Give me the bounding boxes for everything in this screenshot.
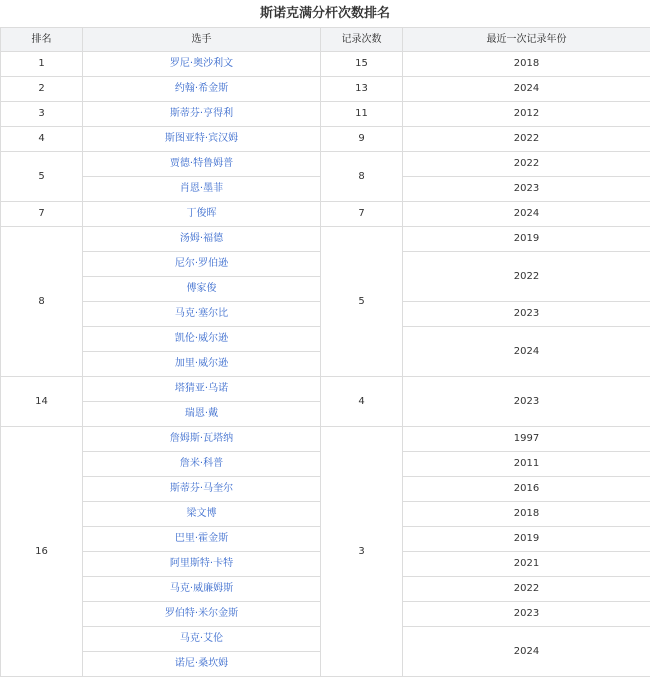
page-title: 斯诺克满分杆次数排名 [259,6,390,21]
year-cell: 2024 [403,202,650,227]
count-cell: 11 [321,102,403,127]
rank-cell: 7 [1,202,83,227]
player-link[interactable]: 加里·威尔逊 [174,358,229,369]
year-cell: 2024 [403,627,650,677]
player-link[interactable]: 肖恩·墨菲 [179,183,224,194]
column-header-latest-year: 最近一次记录年份 [403,28,650,52]
year-cell: 2023 [403,177,650,202]
column-header-rank: 排名 [1,28,83,52]
player-cell [83,127,321,152]
rank-cell: 3 [1,102,83,127]
column-header-player: 选手 [83,28,321,52]
count-cell: 15 [321,52,403,77]
player-cell [83,277,321,302]
player-link[interactable]: 詹姆斯·瓦塔纳 [169,433,234,444]
table-row [1,152,650,177]
player-link[interactable]: 傅家俊 [186,283,217,294]
table-row [1,127,650,152]
table-row [1,77,650,102]
player-cell [83,527,321,552]
year-cell: 2011 [403,452,650,477]
year-cell: 2024 [403,77,650,102]
year-cell: 2018 [403,502,650,527]
player-cell [83,652,321,677]
player-link[interactable]: 贾德·特鲁姆普 [169,158,234,169]
player-cell [83,52,321,77]
count-cell: 8 [321,152,403,202]
rank-cell: 14 [1,377,83,427]
player-link[interactable]: 詹米·科普 [179,458,224,469]
table-row [1,377,650,402]
player-link[interactable]: 诺尼·桑坎姆 [174,658,229,669]
player-cell [83,552,321,577]
player-cell [83,477,321,502]
player-cell [83,577,321,602]
year-cell: 2022 [403,577,650,602]
year-cell: 2019 [403,227,650,252]
table-row [1,102,650,127]
column-header-count: 记录次数 [321,28,403,52]
year-cell: 2012 [403,102,650,127]
player-link[interactable]: 塔猜亚·乌诺 [174,383,229,394]
year-cell: 2021 [403,552,650,577]
count-cell: 7 [321,202,403,227]
player-link[interactable]: 阿里斯特·卡特 [169,558,234,569]
table-row [1,227,650,252]
rank-cell: 1 [1,52,83,77]
player-cell [83,627,321,652]
year-cell: 2022 [403,127,650,152]
player-link[interactable]: 凯伦·威尔逊 [174,333,229,344]
player-link[interactable]: 斯蒂芬·亨得利 [169,108,234,119]
rank-cell: 8 [1,227,83,377]
year-cell: 2023 [403,602,650,627]
year-cell: 1997 [403,427,650,452]
player-cell [83,502,321,527]
year-cell: 2019 [403,527,650,552]
player-link[interactable]: 马克·艾伦 [179,633,224,644]
player-cell [83,452,321,477]
player-link[interactable]: 巴里·霍金斯 [174,533,229,544]
player-cell [83,152,321,177]
year-cell: 2018 [403,52,650,77]
count-cell: 4 [321,377,403,427]
player-link[interactable]: 丁俊晖 [186,208,217,219]
rank-cell: 16 [1,427,83,677]
player-link[interactable]: 马克·威廉姆斯 [169,583,234,594]
rank-cell: 5 [1,152,83,202]
count-cell: 13 [321,77,403,102]
player-cell [83,202,321,227]
year-cell: 2023 [403,377,650,427]
year-cell: 2022 [403,152,650,177]
player-cell [83,402,321,427]
year-cell: 2023 [403,302,650,327]
player-link[interactable]: 斯蒂芬·马奎尔 [169,483,234,494]
count-cell: 5 [321,227,403,377]
player-cell [83,227,321,252]
year-cell: 2016 [403,477,650,502]
player-link[interactable]: 约翰·希金斯 [174,83,229,94]
player-link[interactable]: 梁文博 [186,508,217,519]
rank-cell: 2 [1,77,83,102]
player-link[interactable]: 罗尼·奥沙利文 [169,58,234,69]
player-cell [83,302,321,327]
player-cell [83,177,321,202]
table-row [1,427,650,452]
year-cell: 2024 [403,327,650,377]
player-cell [83,352,321,377]
player-link[interactable]: 斯图亚特·宾汉姆 [164,133,239,144]
player-cell [83,327,321,352]
player-cell [83,102,321,127]
player-cell [83,602,321,627]
player-link[interactable]: 汤姆·福德 [179,233,224,244]
table-header-row [1,28,650,52]
rank-cell: 4 [1,127,83,152]
player-link[interactable]: 马克·塞尔比 [174,308,229,319]
count-cell: 9 [321,127,403,152]
table-row [1,202,650,227]
player-cell [83,252,321,277]
player-cell [83,77,321,102]
player-link[interactable]: 瑞恩·戴 [184,408,219,419]
player-link[interactable]: 尼尔·罗伯逊 [174,258,229,269]
ranking-table [0,27,650,677]
count-cell: 3 [321,427,403,677]
player-cell [83,427,321,452]
player-link[interactable]: 罗伯特·米尔金斯 [164,608,239,619]
player-cell [83,377,321,402]
year-cell: 2022 [403,252,650,302]
table-row [1,52,650,77]
